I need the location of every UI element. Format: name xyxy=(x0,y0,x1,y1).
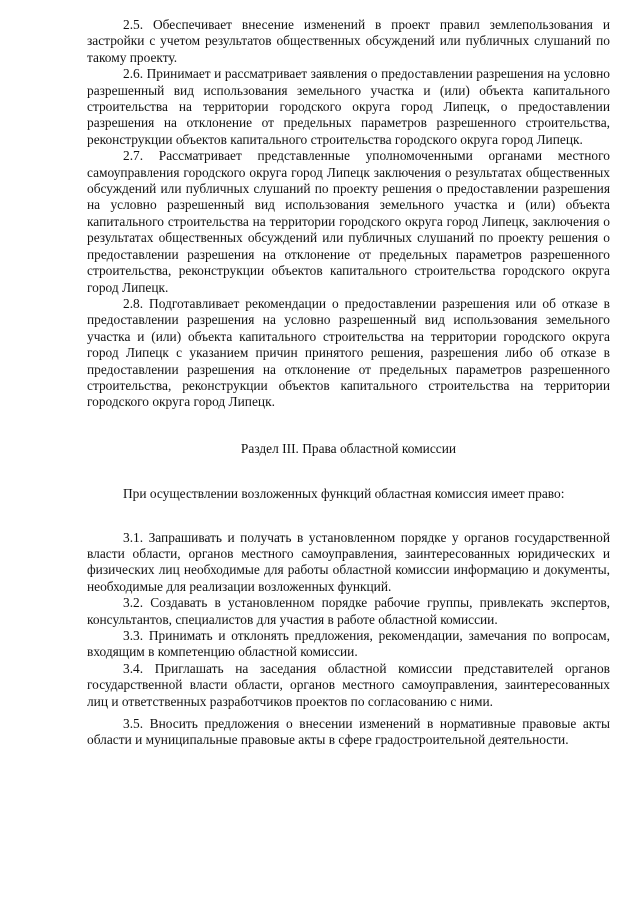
paragraph-3-5: 3.5. Вносить предложения о внесении изменений в нормативные правовые акты области и муниципальные правовые акты в сфере градостроительной деятельности. xyxy=(87,716,610,748)
section-3-intro: При осуществлении возложенных функций областная комиссия имеет право: xyxy=(123,486,565,502)
section-3-heading: Раздел III. Права областной комиссии xyxy=(240,440,457,456)
paragraph-2-6: 2.6. Принимает и рассматривает заявления о предоставлении разрешения на условно разрешенный вид использования земельного участка и (или) объекта капитального строительства на территории городского округа город Липецк, о предоставлении разрешения на отклонение от предельных параметров разрешенного строительства, реконструкции объектов капитального строительства городского округа город Липецк. xyxy=(87,66,610,147)
paragraph-3-3: 3.3. Принимать и отклонять предложения, рекомендации, замечания по вопросам, входящим в компетенцию областной комиссии. xyxy=(87,628,610,660)
paragraph-3-4: 3.4. Приглашать на заседания областной комиссии представителей органов государственной власти области, органов местного самоуправления, заинтересованных лиц и ответственных разработчиков проектов по согласованию с ними. xyxy=(87,660,610,709)
paragraph-2-5: 2.5. Обеспечивает внесение изменений в проект правил землепользования и застройки с учетом результатов общественных обсуждений или публичных слушаний по такому проекту. xyxy=(87,17,610,65)
paragraph-3-2: 3.2. Создавать в установленном порядке рабочие группы, привлекать экспертов, консультантов, специалистов для участия в работе областной комиссии. xyxy=(87,595,610,627)
paragraph-2-7: 2.7. Рассматривает представленные уполномоченными органами местного самоуправления городского округа город Липецк заключения о результатах общественных обсуждений или публичных слушаний по проекту решения о предоставлении разрешения на условно разрешенный вид использования земельного участка и (или) объекта капитального строительства на территории городского округа город Липецк, заключения о результатах общественных обсуждений или публичных слушаний по проекту решения о предоставлении разрешения на отклонение от предельных параметров разрешенного строительства, реконструкции объектов капитального строительства городского округа город Липецк. xyxy=(87,148,610,295)
paragraph-3-1: 3.1. Запрашивать и получать в установленном порядке у органов государственной власти области, органов местного самоуправления, заинтересованных юридических и физических лиц необходимые для работы областной комиссии информацию и документы, необходимые для реализации возложенных функций. xyxy=(87,529,610,594)
paragraph-2-8: 2.8. Подготавливает рекомендации о предоставлении разрешения или об отказе в предоставлении разрешения на условно разрешенный вид использования земельного участка и (или) объекта капитального строительства на территории городского округа город Липецк с указанием причин принятого решения, разрешения либо об отказе в предоставлении разрешения на отклонение от предельных параметров разрешенного строительства, реконструкции объектов капитального строительства на территории городского округа город Липецк. xyxy=(87,295,610,410)
